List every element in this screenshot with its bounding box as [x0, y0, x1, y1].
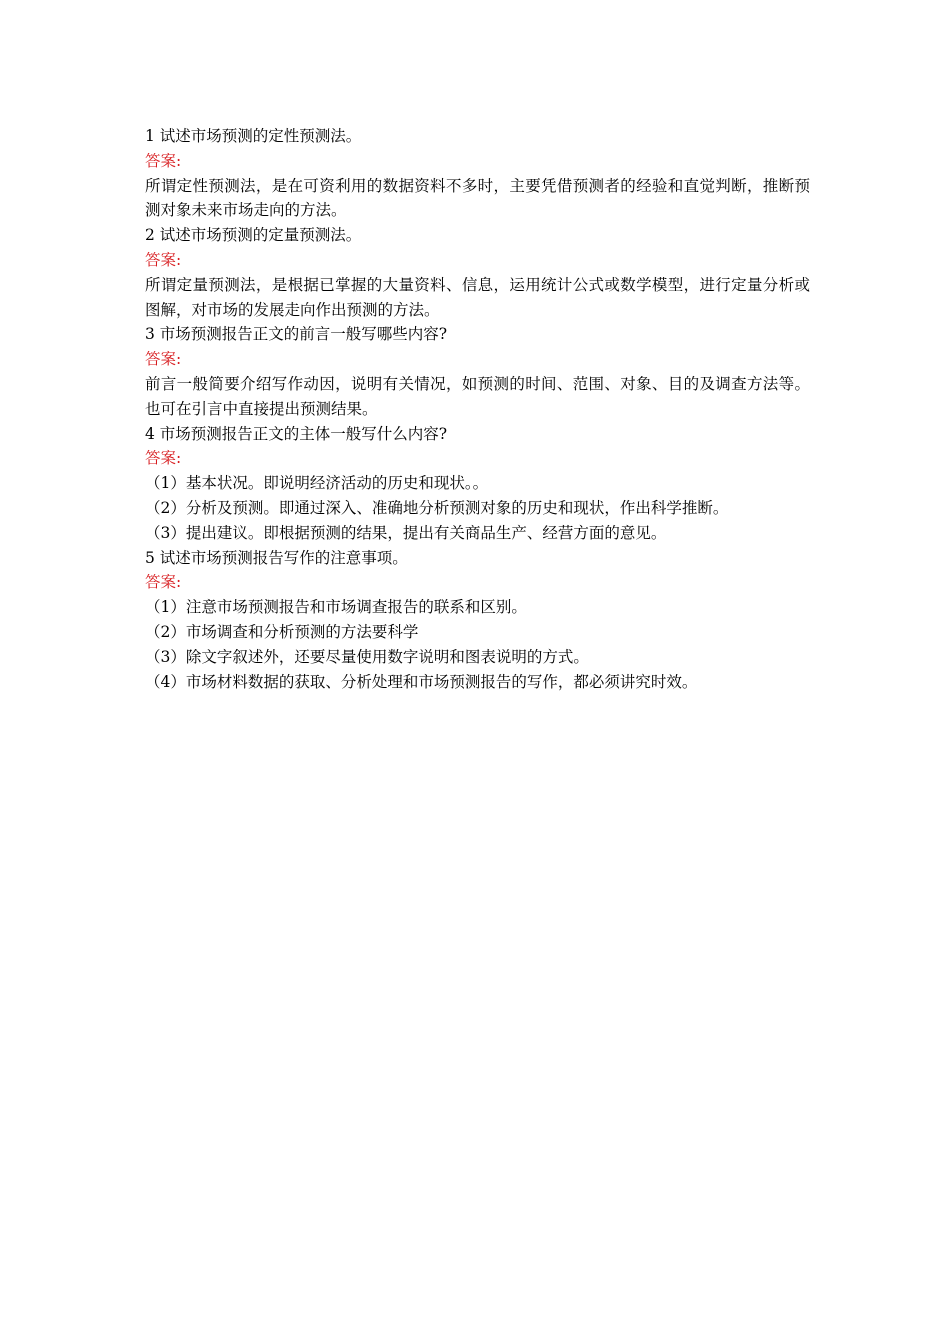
- answer-5-line-4: （4）市场材料数据的获取、分析处理和市场预测报告的写作，都必须讲究时效。: [145, 672, 698, 691]
- question-1: 1 试述市场预测的定性预测法。: [145, 127, 362, 145]
- answer-label-2: 答案:: [145, 250, 182, 269]
- answer-5-line-3: （3）除文字叙述外，还要尽量使用数字说明和图表说明的方式。: [145, 647, 589, 666]
- answer-1-line-1: 所谓定性预测法，是在可资利用的数据资料不多时，主要凭借预测者的经验和直觉判断，推断预测对象未来市场走向的方法。: [145, 176, 810, 220]
- question-4: 4 市场预测报告正文的主体一般写什么内容?: [145, 424, 448, 443]
- answer-label-1: 答案:: [145, 151, 182, 170]
- question-3: 3 市场预测报告正文的前言一般写哪些内容?: [145, 325, 448, 344]
- answer-5-line-1: （1）注意市场预测报告和市场调查报告的联系和区别。: [145, 598, 527, 617]
- answer-label-5: 答案:: [145, 573, 182, 592]
- question-5: 5 试述市场预测报告写作的注意事项。: [145, 548, 408, 567]
- answer-label-4: 答案:: [145, 449, 182, 468]
- answer-3-line-1: 前言一般简要介绍写作动因，说明有关情况，如预测的时间、范围、对象、目的及调查方法等。也可在引言中直接提出预测结果。: [145, 374, 810, 418]
- answer-5-line-2: （2）市场调查和分析预测的方法要科学: [145, 622, 419, 641]
- answer-label-3: 答案:: [145, 350, 182, 369]
- answer-4-line-3: （3）提出建议。即根据预测的结果，提出有关商品生产、经营方面的意见。: [145, 523, 667, 542]
- answer-2-line-1: 所谓定量预测法，是根据已掌握的大量资料、信息，运用统计公式或数学模型，进行定量分析或图解，对市场的发展走向作出预测的方法。: [145, 275, 810, 319]
- answer-4-line-1: （1）基本状况。即说明经济活动的历史和现状。。: [145, 474, 489, 493]
- answer-4-line-2: （2）分析及预测。即通过深入、准确地分析预测对象的历史和现状，作出科学推断。: [145, 498, 729, 517]
- document-body: [145, 124, 810, 694]
- question-2: 2 试述市场预测的定量预测法。: [145, 226, 362, 245]
